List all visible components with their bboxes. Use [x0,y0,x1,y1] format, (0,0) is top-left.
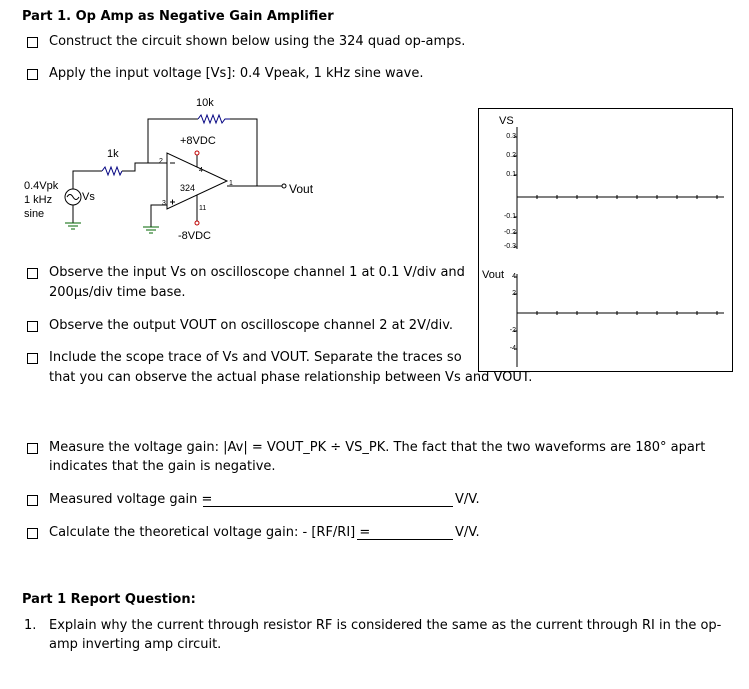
checkbox-construct[interactable] [27,37,38,48]
ch2-tick: -4 [509,345,516,352]
scope-trace-box [478,108,733,372]
ch2-tick: 2 [512,290,516,297]
ch1-tick: 0.2 [506,152,516,159]
rf-label: 10k [196,97,214,109]
opamp-label: 324 [180,183,196,193]
pin11-label: 11 [199,205,207,212]
vs-source-label: Vs [82,191,95,203]
scope-axes [479,109,732,371]
ch2-label: Vout [482,269,505,281]
step-observe-input-line2: 200µs/div time base. [49,285,186,300]
pin2-label: 2 [159,158,163,165]
ch1-tick: -0.2 [503,229,516,236]
source-frequency: 1 kHz [24,194,53,206]
step-observe-input-line1: Observe the input Vs on oscilloscope channel 1 at 0.1 V/div and [49,265,465,280]
pin1-label: 1 [229,180,233,187]
ch1-tick: 0.3 [506,133,516,140]
vpos-label: +8VDC [180,135,216,147]
theoretical-gain-label: Calculate the theoretical voltage gain: - [RF/RI] = [49,525,371,540]
measured-gain-unit: V/V. [455,492,480,507]
measured-gain-blank[interactable] [203,506,453,507]
ch2-tick: 4 [512,273,516,280]
question-number: 1. [24,618,37,633]
checkbox-include-trace[interactable] [27,353,38,364]
step-construct: Construct the circuit shown below using the 324 quad op-amps. [49,34,466,49]
checkbox-observe-input[interactable] [27,268,38,279]
ch1-label: VS [499,115,514,127]
question-line1: Explain why the current through resistor RF is considered the same as the current through RI in the op- [49,618,722,633]
theoretical-gain-blank[interactable] [357,539,453,540]
part-title: Part 1. Op Amp as Negative Gain Amplifier [22,9,334,24]
ri-label: 1k [107,148,119,160]
step-include-line2: that you can observe the actual phase relationship between Vs and VOUT. [49,370,533,385]
source-amplitude: 0.4Vpk [24,180,59,192]
pin4-label: 4 [199,167,203,174]
step-observe-output: Observe the output VOUT on oscilloscope channel 2 at 2V/div. [49,318,454,333]
ch2-tick: -2 [509,327,516,334]
checkbox-measured-gain[interactable] [27,495,38,506]
step-include-line1: Include the scope trace of Vs and VOUT. Separate the traces so [49,350,462,365]
step-measure-line1: Measure the voltage gain: |Av| = VOUT_PK ÷ VS_PK. The fact that the two waveforms are 180° apart [49,440,706,455]
pin3-label: 3 [162,200,166,207]
theoretical-gain-unit: V/V. [455,525,480,540]
checkbox-measure-gain[interactable] [27,443,38,454]
step-apply: Apply the input voltage [Vs]: 0.4 Vpeak, 1 kHz sine wave. [49,66,424,81]
step-measure-line2: indicates that the gain is negative. [49,459,276,474]
vneg-label: -8VDC [178,230,212,242]
measured-gain-label: Measured voltage gain = [49,492,213,507]
checkbox-observe-output[interactable] [27,321,38,332]
checkbox-theoretical-gain[interactable] [27,528,38,539]
ch1-tick: 0.1 [506,171,516,178]
report-title: Part 1 Report Question: [22,592,196,607]
source-waveform: sine [24,208,45,220]
ch1-tick: -0.3 [503,243,516,250]
question-line2: amp inverting amp circuit. [49,637,222,652]
ch1-tick: -0.1 [503,213,516,220]
vout-label: Vout [289,182,314,196]
checkbox-apply[interactable] [27,69,38,80]
